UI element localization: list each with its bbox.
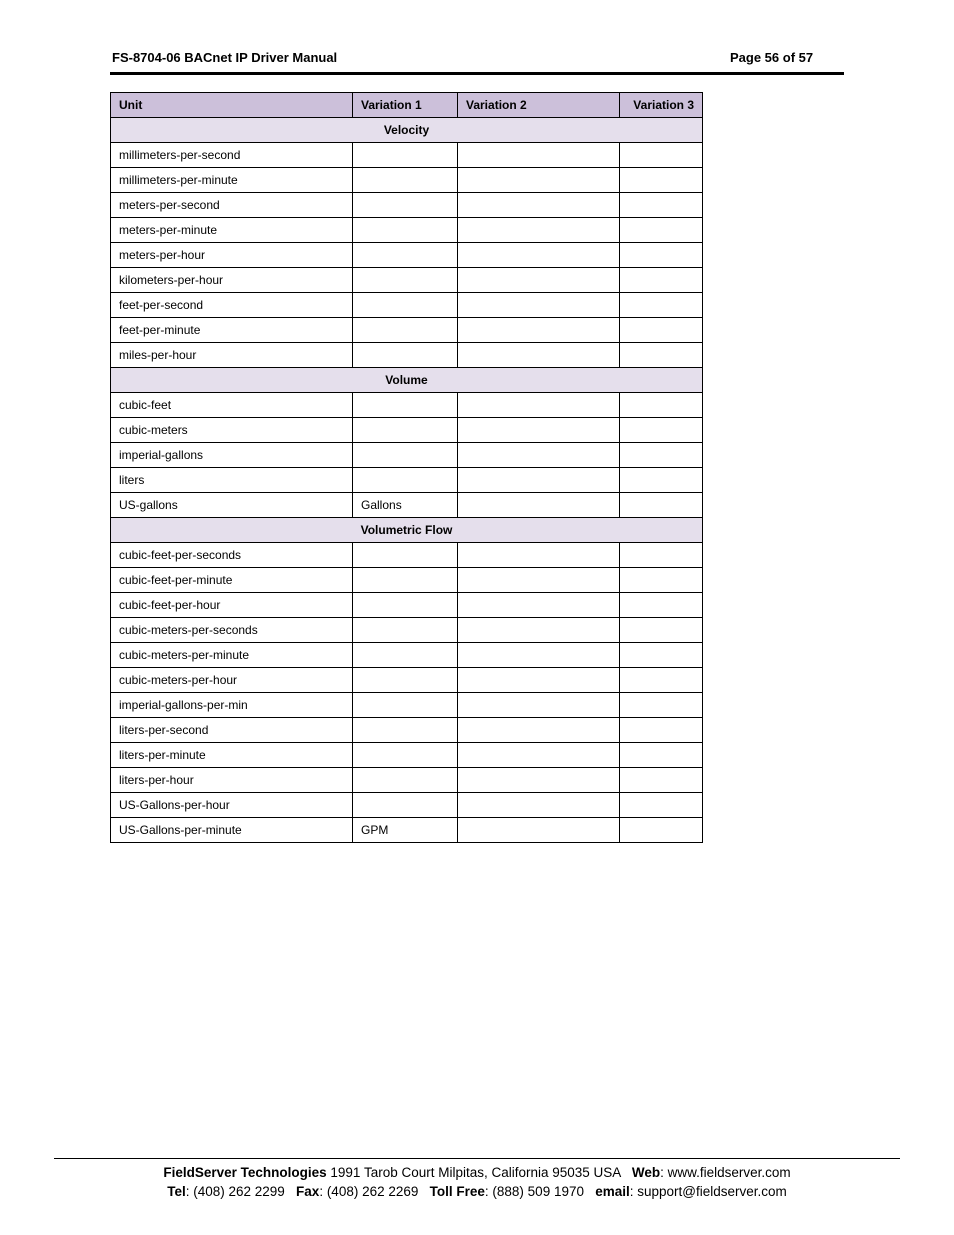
variation-3-cell [620,568,703,593]
variation-2-cell [458,693,620,718]
footer-tel-label: Tel [167,1184,186,1199]
units-table [110,92,703,843]
table-row [111,343,703,368]
variation-1-cell [353,468,458,493]
unit-cell: feet-per-minute [111,318,353,343]
footer-email-value: : support@fieldserver.com [629,1184,787,1199]
section-header-row [111,118,703,143]
variation-3-cell [620,668,703,693]
variation-3-cell [620,268,703,293]
table-row [111,818,703,843]
variation-1-cell [353,693,458,718]
variation-2-cell [458,393,620,418]
table-header-row [111,93,703,118]
table-row [111,243,703,268]
footer-company: FieldServer Technologies [163,1165,327,1180]
section-title: Volumetric Flow [111,518,703,543]
variation-2-cell [458,543,620,568]
variation-3-cell [620,618,703,643]
variation-2-cell [458,768,620,793]
variation-3-cell [620,543,703,568]
variation-1-cell [353,618,458,643]
table-body [111,118,703,843]
variation-1-cell [353,568,458,593]
page-footer [54,1163,900,1201]
variation-3-cell [620,743,703,768]
variation-2-cell [458,468,620,493]
section-title: Velocity [111,118,703,143]
variation-3-cell [620,343,703,368]
variation-1-cell [353,343,458,368]
unit-cell: cubic-feet-per-seconds [111,543,353,568]
variation-3-cell [620,593,703,618]
column-header-variation-1: Variation 1 [353,93,458,118]
table-row [111,168,703,193]
table-row [111,468,703,493]
variation-2-cell [458,818,620,843]
variation-2-cell [458,743,620,768]
variation-3-cell [620,318,703,343]
table-row [111,418,703,443]
section-header-row [111,368,703,393]
variation-3-cell [620,718,703,743]
section-title: Volume [111,368,703,393]
unit-cell: liters-per-hour [111,768,353,793]
unit-cell: US-Gallons-per-minute [111,818,353,843]
footer-tel-value: : (408) 262 2299 [185,1184,297,1199]
variation-3-cell [620,468,703,493]
unit-cell: millimeters-per-minute [111,168,353,193]
variation-1-cell [353,643,458,668]
variation-1-cell [353,318,458,343]
header-rule [110,72,844,75]
unit-cell: imperial-gallons-per-min [111,693,353,718]
variation-3-cell [620,643,703,668]
unit-cell: liters-per-second [111,718,353,743]
table-row [111,693,703,718]
variation-3-cell [620,143,703,168]
variation-2-cell [458,618,620,643]
unit-cell: liters [111,468,353,493]
table-row [111,668,703,693]
variation-1-cell [353,793,458,818]
table-row [111,768,703,793]
variation-2-cell [458,218,620,243]
variation-1-cell [353,593,458,618]
table-row [111,393,703,418]
variation-3-cell [620,243,703,268]
unit-cell: imperial-gallons [111,443,353,468]
table-row [111,218,703,243]
footer-web-label: Web [631,1165,661,1180]
variation-2-cell [458,593,620,618]
footer-fax-value: : (408) 262 2269 [319,1184,430,1199]
unit-cell: miles-per-hour [111,343,353,368]
unit-cell: kilometers-per-hour [111,268,353,293]
variation-3-cell [620,193,703,218]
table-row [111,543,703,568]
unit-cell: cubic-meters [111,418,353,443]
table-row [111,593,703,618]
variation-1-cell [353,543,458,568]
variation-1-cell [353,443,458,468]
section-header-row [111,518,703,543]
variation-3-cell [620,493,703,518]
table-row [111,318,703,343]
variation-2-cell [458,493,620,518]
unit-cell: cubic-feet-per-minute [111,568,353,593]
unit-cell: cubic-feet-per-hour [111,593,353,618]
unit-cell: US-gallons [111,493,353,518]
unit-cell: cubic-meters-per-minute [111,643,353,668]
unit-cell: feet-per-second [111,293,353,318]
unit-cell: cubic-meters-per-seconds [111,618,353,643]
variation-2-cell [458,718,620,743]
table-row [111,293,703,318]
variation-2-cell [458,268,620,293]
variation-2-cell [458,318,620,343]
variation-3-cell [620,793,703,818]
footer-fax-label: Fax [296,1184,320,1199]
variation-2-cell [458,168,620,193]
variation-1-cell [353,743,458,768]
variation-2-cell [458,568,620,593]
variation-3-cell [620,293,703,318]
variation-1-cell [353,218,458,243]
variation-2-cell [458,193,620,218]
variation-1-cell [353,168,458,193]
variation-1-cell [353,418,458,443]
variation-3-cell [620,443,703,468]
variation-2-cell [458,143,620,168]
variation-1-cell [353,668,458,693]
page-number: Page 56 of 57 [730,50,814,65]
unit-cell: US-Gallons-per-hour [111,793,353,818]
table-row [111,443,703,468]
variation-1-cell [353,143,458,168]
table-row [111,268,703,293]
table-row [111,143,703,168]
variation-1-cell: GPM [353,818,458,843]
variation-2-cell [458,793,620,818]
variation-1-cell [353,718,458,743]
variation-3-cell [620,768,703,793]
variation-3-cell [620,693,703,718]
footer-line-2 [54,1182,900,1201]
footer-email-label: email [595,1184,630,1199]
footer-web-value: : www.fieldserver.com [660,1165,791,1180]
page-header-title: FS-8704-06 BACnet IP Driver Manual [112,50,338,65]
footer-address: 1991 Tarob Court Milpitas, California 95035 USA [326,1165,632,1180]
variation-3-cell [620,168,703,193]
table-row [111,618,703,643]
column-header-variation-2: Variation 2 [458,93,620,118]
variation-3-cell [620,818,703,843]
variation-1-cell [353,293,458,318]
unit-cell: meters-per-minute [111,218,353,243]
table-row [111,718,703,743]
table-row [111,568,703,593]
variation-2-cell [458,243,620,268]
variation-1-cell [353,768,458,793]
footer-line-1 [54,1163,900,1182]
variation-2-cell [458,668,620,693]
table-row [111,193,703,218]
unit-cell: millimeters-per-second [111,143,353,168]
unit-cell: liters-per-minute [111,743,353,768]
variation-1-cell: Gallons [353,493,458,518]
variation-1-cell [353,268,458,293]
variation-3-cell [620,218,703,243]
variation-2-cell [458,293,620,318]
footer-tollfree-label: Toll Free [429,1184,485,1199]
variation-2-cell [458,418,620,443]
column-header-unit: Unit [111,93,353,118]
variation-1-cell [353,243,458,268]
variation-1-cell [353,393,458,418]
unit-cell: meters-per-hour [111,243,353,268]
footer-rule [54,1158,900,1159]
variation-3-cell [620,418,703,443]
variation-3-cell [620,393,703,418]
unit-cell: cubic-meters-per-hour [111,668,353,693]
table-row [111,493,703,518]
table-row [111,643,703,668]
footer-tollfree-value: : (888) 509 1970 [484,1184,596,1199]
unit-cell: cubic-feet [111,393,353,418]
unit-cell: meters-per-second [111,193,353,218]
table-row [111,793,703,818]
variation-2-cell [458,643,620,668]
table-row [111,743,703,768]
variation-1-cell [353,193,458,218]
column-header-variation-3: Variation 3 [620,93,703,118]
variation-2-cell [458,343,620,368]
variation-2-cell [458,443,620,468]
